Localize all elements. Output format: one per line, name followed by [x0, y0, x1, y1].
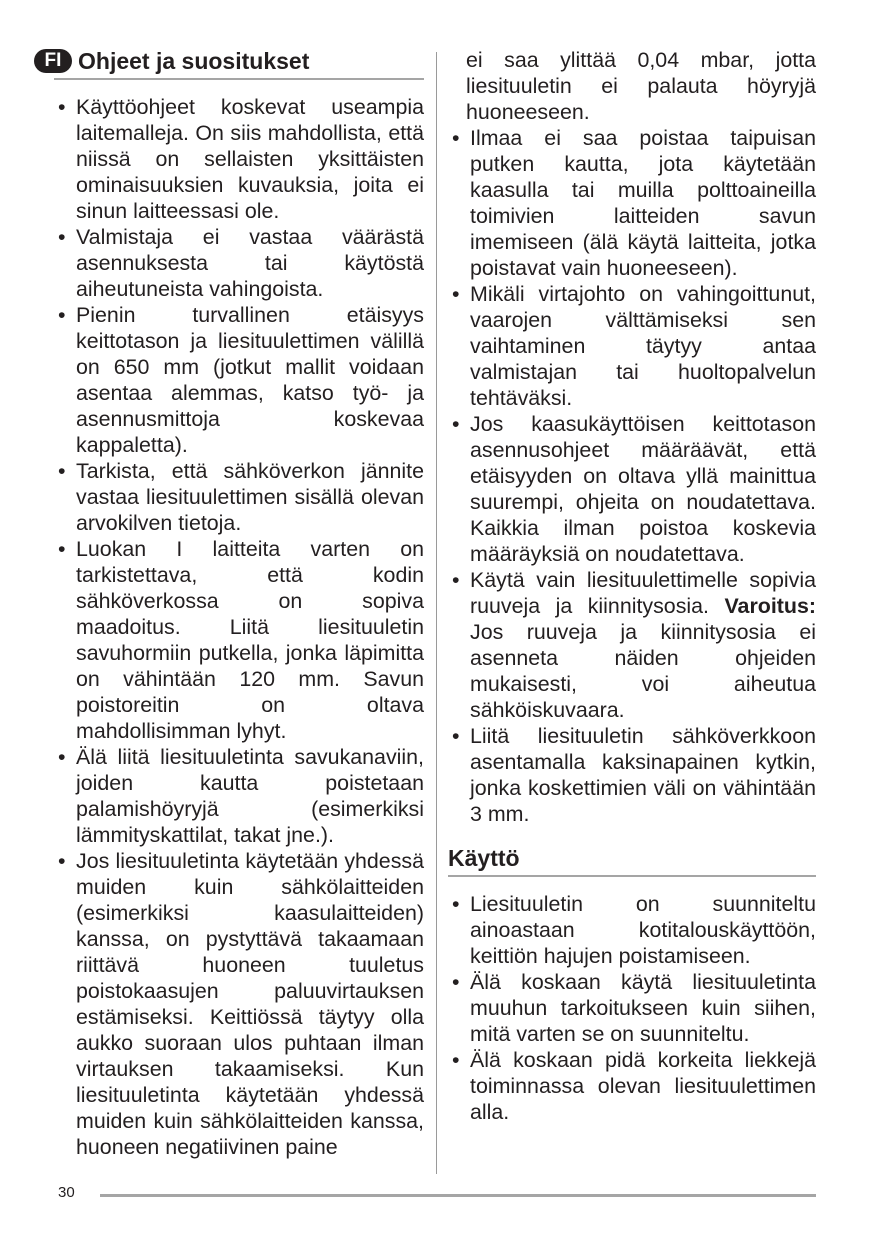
list-item-continuation: ei saa ylittää 0,04 mbar, jotta liesituuletin ei palauta höyryjä huoneeseen. — [466, 48, 816, 124]
list-item: • Jos kaasukäyttöisen keittotason asennusohjeet määräävät, että etäisyyden on oltava yllä mainittua suurempi, ohjeita on noudatettava. Kaikkia ilman poistoa koskevia määräyksiä on noudatettava. — [448, 411, 816, 567]
heading-rule — [54, 78, 424, 80]
list-item: • Ilmaa ei saa poistaa taipuisan putken kautta, jota käytetään kaasulla tai muilla polttoaineilla toimivien laitteiden savun imemiseen (älä käytä laitteita, jotka poistavat vain huoneeseen). — [448, 125, 816, 281]
list-item: • Mikäli virtajohto on vahingoittunut, vaarojen välttämiseksi sen vaihtaminen täytyy antaa valmistajan tai huoltopalvelun tehtäväksi. — [448, 281, 816, 411]
list-item: • Älä liitä liesituuletinta savukanaviin, joiden kautta poistetaan palamishöyryjä (esimerkiksi lämmityskattilat, takat jne.). — [54, 744, 424, 848]
instruction-list — [54, 94, 424, 1160]
language-badge: FI — [34, 49, 72, 73]
warning-label: Varoitus: — [724, 594, 816, 618]
warning-text: Jos ruuveja ja kiinnitysosia ei asenneta näiden ohjeiden mukaisesti, voi aiheutua sähköiskuvaara. — [470, 620, 816, 722]
section-kaytto — [448, 843, 816, 1125]
list-item: • Älä koskaan pidä korkeita liekkejä toiminnassa olevan liesituulettimen alla. — [448, 1047, 816, 1125]
instruction-list-continued — [448, 47, 816, 827]
list-item: • Pienin turvallinen etäisyys keittotason ja liesituulettimen välillä on 650 mm (jotkut mallit voidaan asentaa alemmas, katso työ- ja asennusmittoja koskevaa kappaletta). — [54, 302, 424, 458]
section-heading-kaytto — [448, 843, 816, 873]
right-column — [448, 46, 816, 1125]
list-item: • Liesituuletin on suunniteltu ainoastaan kotitalouskäyttöön, keittiön hajujen poistamiseen. — [448, 891, 816, 969]
page-number: 30 — [58, 1184, 75, 1201]
list-item: • Älä koskaan käytä liesituuletinta muuhun tarkoitukseen kuin siihen, mitä varten se on suunniteltu. — [448, 969, 816, 1047]
list-item: • Käyttöohjeet koskevat useampia laitemalleja. On siis mahdollista, että niissä on sellaisten yksittäisten ominaisuuksien kuvauksia, joita ei sinun laitteessasi ole. — [54, 94, 424, 224]
list-item: • Liitä liesituuletin sähköverkkoon asentamalla kaksinapainen kytkin, jonka koskettimien väli on vähintään 3 mm. — [448, 723, 816, 827]
section-title: Ohjeet ja suositukset — [78, 48, 310, 74]
usage-list — [448, 891, 816, 1125]
heading-rule — [448, 875, 816, 877]
screws-text: Käytä vain liesituulettimelle sopivia ruuveja ja kiinnitysosia. — [470, 568, 816, 618]
left-column — [44, 46, 424, 1160]
column-divider — [436, 52, 437, 1174]
section-heading-ohjeet — [44, 46, 424, 76]
list-item: • Tarkista, että sähköverkon jännite vastaa liesituulettimen sisällä olevan arvokilven tietoja. — [54, 458, 424, 536]
list-item — [448, 567, 816, 723]
footer-rule — [100, 1194, 816, 1197]
section-title: Käyttö — [448, 845, 520, 871]
list-item: • Valmistaja ei vastaa väärästä asennuksesta tai käytöstä aiheutuneista vahingoista. — [54, 224, 424, 302]
list-item: • Luokan I laitteita varten on tarkistettava, että kodin sähköverkossa on sopiva maadoitus. Liitä liesituuletin savuhormiin putkella, jonka läpimitta on vähintään 120 mm. Savun poistoreitin on oltava mahdollisimman lyhyt. — [54, 536, 424, 744]
list-item: • Jos liesituuletinta käytetään yhdessä muiden kuin sähkölaitteiden (esimerkiksi kaasulaitteiden) kanssa, on pystyttävä takaamaan riittävä huoneen tuuletus poistokaasujen paluuvirtauksen estämiseksi. Keittiössä täytyy olla aukko suoraan ulos puhtaan ilman virtauksen takaamiseksi. Kun liesituuletinta käytetään yhdessä muiden kuin sähkölaitteiden kanssa, huoneen negatiivinen paine — [54, 848, 424, 1160]
